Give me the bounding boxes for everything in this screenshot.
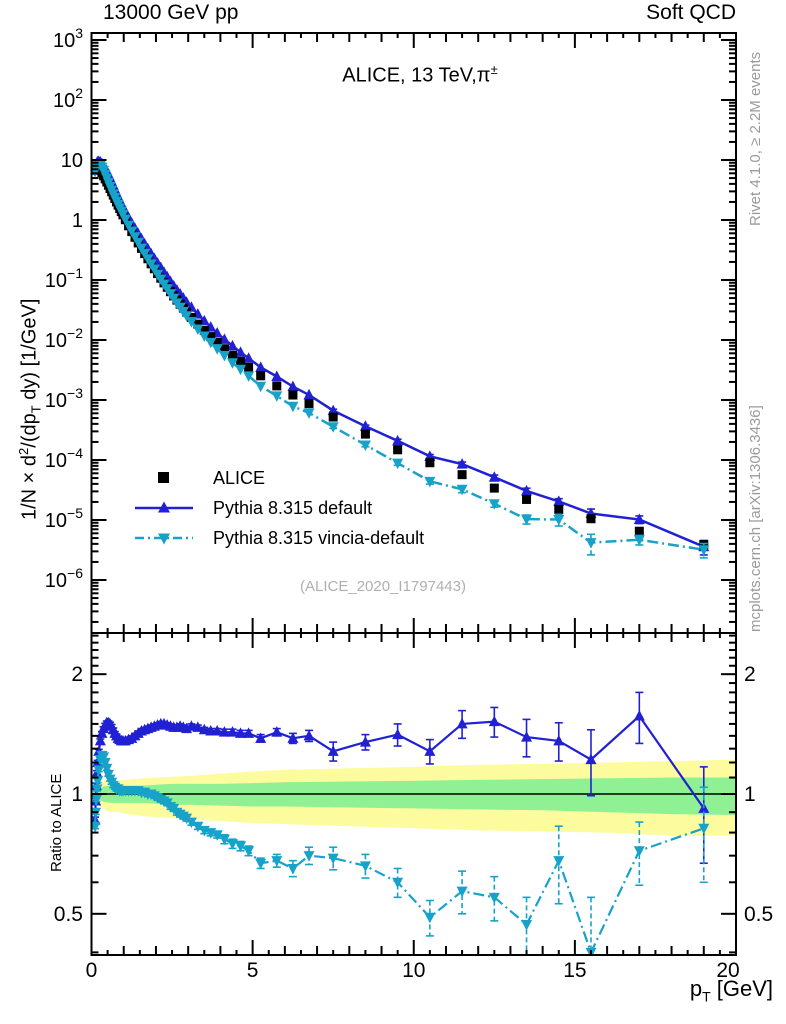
svg-text:0.5: 0.5 — [53, 902, 83, 926]
alice-marker-icon — [133, 467, 195, 489]
y-label-part: 1/N × d — [18, 454, 41, 520]
legend-item-pythia-vincia — [133, 523, 424, 553]
svg-text:5: 5 — [246, 959, 259, 982]
mcplots-attribution: mcplots.cern.ch [arXiv:1306.3436] — [747, 405, 764, 632]
x-label-sub: T — [702, 988, 711, 1005]
svg-text:10−1: $10^{-1}$ — [44, 265, 83, 292]
svg-text:1: 1 — [71, 783, 83, 806]
x-axis-label — [690, 976, 773, 1004]
svg-text:103: $10^3$ — [52, 25, 83, 52]
svg-text:2: 2 — [71, 663, 83, 687]
x-label-p: p — [689, 976, 703, 1001]
y-label-sup: 2 — [16, 447, 31, 455]
legend-item-alice — [133, 463, 424, 493]
svg-text:10−2: $10^{-2}$ — [44, 325, 83, 352]
legend-item-pythia-default — [133, 493, 424, 523]
pythia-default-line-icon — [133, 497, 195, 519]
svg-text:10−4: $10^{-4}$ — [44, 445, 83, 472]
plot-title — [342, 62, 498, 88]
svg-text:102: $10^2$ — [52, 85, 83, 112]
svg-text:15: 15 — [563, 959, 587, 982]
svg-text:10: 10 — [60, 150, 83, 172]
watermark-analysis-id: (ALICE_2020_I1797443) — [300, 578, 466, 595]
rivet-version-note: Rivet 4.1.0, ≥ 2.2M events — [747, 51, 764, 226]
header-process-group: Soft QCD — [646, 1, 736, 24]
legend-item-label: Pythia 8.315 vincia-default — [213, 527, 425, 548]
y-axis-label — [16, 299, 44, 520]
pythia-vincia-line-icon — [133, 527, 195, 549]
plot-title-text: ALICE, 13 TeV, — [342, 64, 477, 87]
svg-text:20: 20 — [716, 959, 740, 982]
charge-superscript: ± — [490, 62, 498, 77]
svg-text:10−3: $10^{-3}$ — [44, 385, 83, 412]
pi-symbol: π — [476, 64, 491, 87]
svg-text:0: 0 — [85, 959, 98, 982]
ratio-axis-label: Ratio to ALICE — [48, 773, 65, 872]
legend-item-label: ALICE — [213, 467, 266, 488]
svg-text:10−6: $10^{-6}$ — [44, 565, 83, 592]
header-beam-energy: 13000 GeV pp — [103, 1, 239, 24]
y-label-part: /(dp — [18, 413, 41, 448]
x-label-unit: [GeV] — [710, 976, 773, 1001]
y-label-sub: T — [28, 405, 44, 414]
legend-item-label: Pythia 8.315 default — [213, 497, 373, 518]
svg-text:2: 2 — [744, 663, 756, 687]
svg-text:1: 1 — [744, 783, 756, 806]
svg-text:0.5: 0.5 — [744, 902, 774, 926]
svg-text:10−5: $10^{-5}$ — [44, 505, 83, 532]
y-label-part: dy) [1/GeV] — [18, 298, 41, 406]
svg-text:10: 10 — [402, 959, 426, 982]
legend — [133, 463, 424, 553]
svg-text:1: 1 — [71, 210, 83, 232]
